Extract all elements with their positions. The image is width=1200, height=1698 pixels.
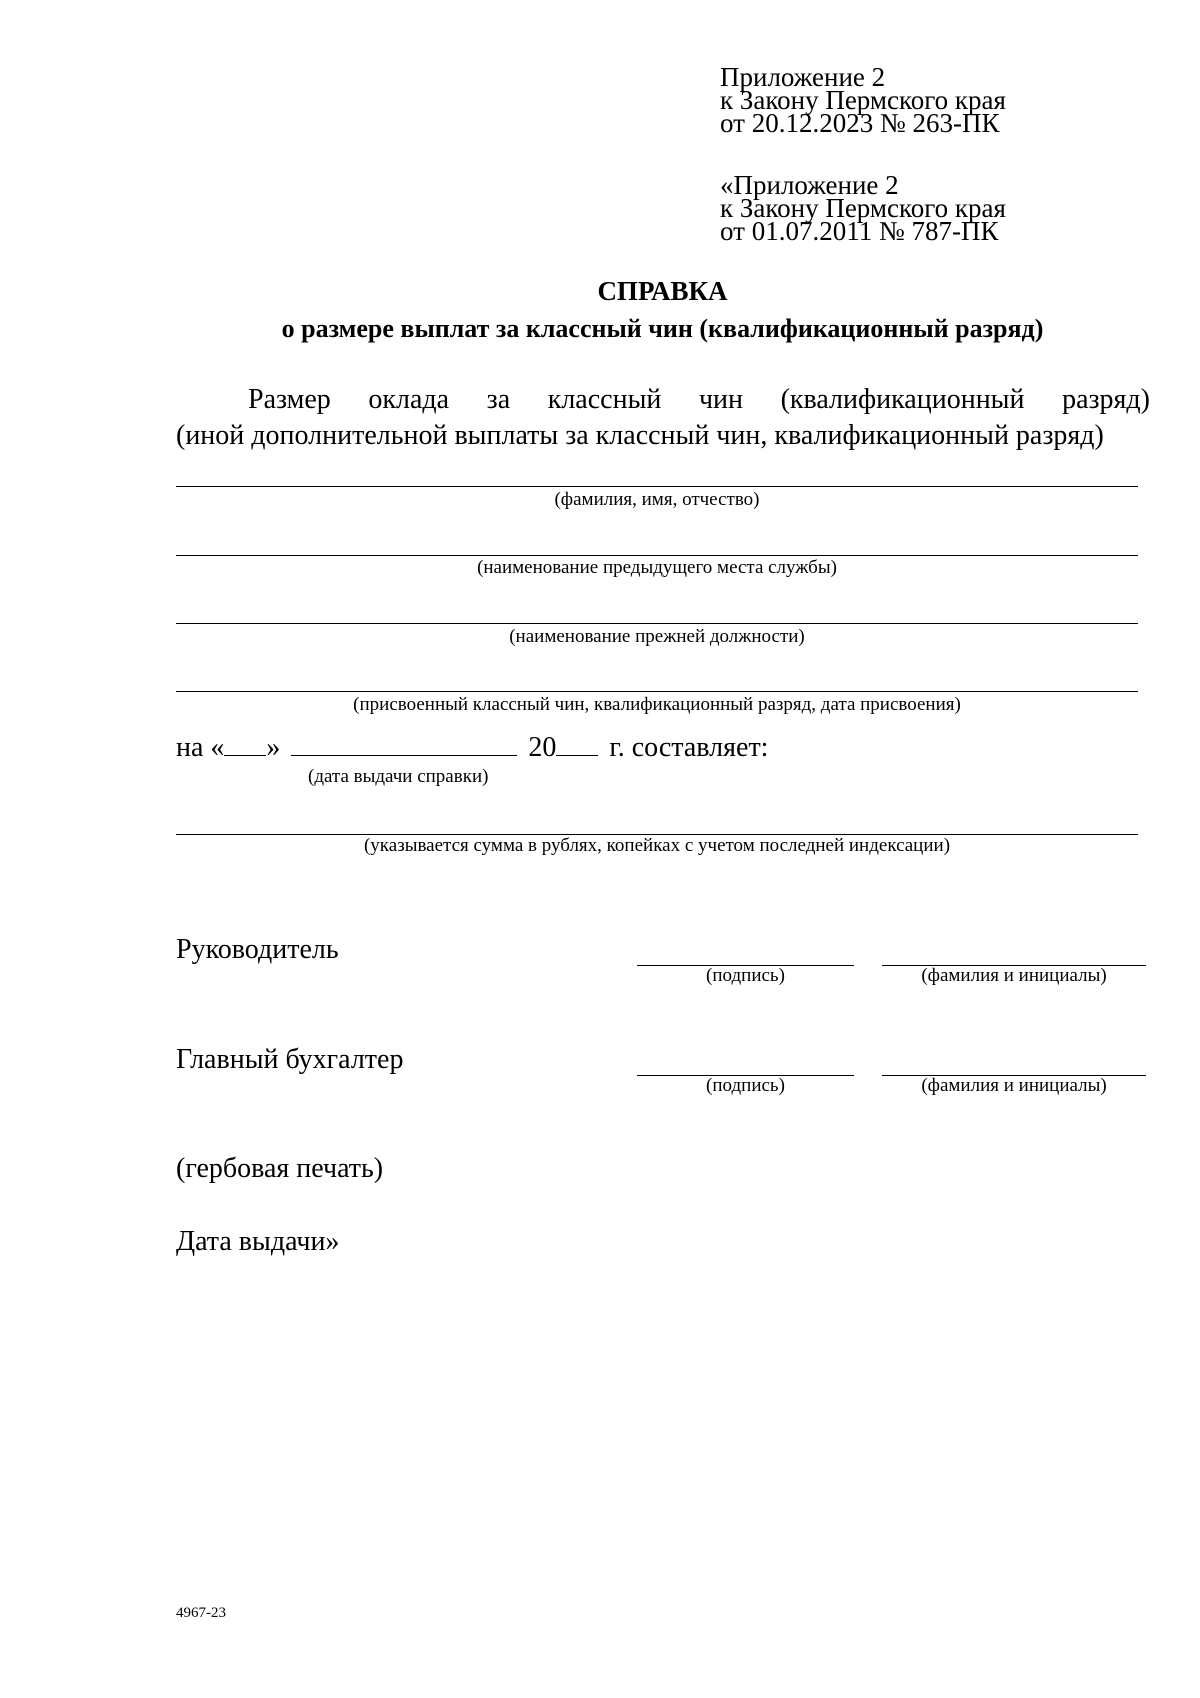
appendix-new-block	[720, 62, 1006, 138]
stamp-label: (гербовая печать)	[176, 1153, 384, 1184]
accountant-role-label: Главный бухгалтер	[176, 1044, 404, 1075]
date-caption: (дата выдачи справки)	[308, 766, 489, 787]
head-name-caption: (фамилия и инициалы)	[921, 965, 1107, 986]
intro-paragraph	[176, 382, 1150, 454]
issue-date-label: Дата выдачи»	[176, 1226, 340, 1257]
appendix-old-line1: «Приложение 2	[720, 170, 899, 200]
appendix-new-line1: Приложение 2	[720, 62, 886, 92]
year-field[interactable]	[556, 731, 598, 756]
intro-word: разряд)	[1062, 384, 1150, 415]
amount-caption: (указывается сумма в рублях, копейках с учетом последней индексации)	[363, 835, 951, 856]
day-field[interactable]	[224, 731, 266, 756]
previous-workplace-caption: (наименование предыдущего места службы)	[477, 557, 837, 578]
previous-workplace-field[interactable]	[176, 555, 1138, 556]
full-name-field[interactable]	[176, 486, 1138, 487]
intro-line-1	[176, 382, 1150, 418]
date-suffix: г. составляет:	[609, 732, 769, 763]
accountant-signature-caption: (подпись)	[706, 1075, 785, 1096]
date-close-quote: »	[266, 732, 281, 763]
document-subtitle: о размере выплат за классный чин (квалификационный разряд)	[281, 314, 1044, 343]
document-number: 4967-23	[176, 1605, 226, 1621]
date-row	[176, 731, 768, 764]
accountant-name-caption: (фамилия и инициалы)	[921, 1075, 1107, 1096]
class-rank-caption: (присвоенный классный чин, квалификационный разряд, дата присвоения)	[353, 694, 961, 715]
intro-word: оклада	[368, 384, 450, 415]
previous-position-field[interactable]	[176, 623, 1138, 624]
intro-word: Размер	[248, 384, 331, 415]
month-field[interactable]	[291, 731, 517, 756]
appendix-new-line2: к Закону Пермского края	[720, 85, 1006, 115]
appendix-new-line3: от 20.12.2023 № 263-ПК	[720, 108, 1000, 138]
intro-word: за	[486, 384, 511, 415]
intro-word: (квалификационный	[780, 384, 1025, 415]
appendix-old-line2: к Закону Пермского края	[720, 193, 1006, 223]
head-signature-caption: (подпись)	[706, 965, 785, 986]
appendix-old-line3: от 01.07.2011 № 787-ПК	[720, 216, 999, 246]
intro-word: классный	[547, 384, 662, 415]
appendix-old-block	[720, 170, 1006, 246]
full-name-caption: (фамилия, имя, отчество)	[554, 489, 760, 510]
intro-word: чин	[698, 384, 744, 415]
class-rank-field[interactable]	[176, 691, 1138, 692]
intro-line-2: (иной дополнительной выплаты за классный чин, квалификационный разряд)	[176, 420, 1104, 451]
date-prefix: на «	[176, 732, 225, 763]
previous-position-caption: (наименование прежней должности)	[509, 626, 805, 647]
head-role-label: Руководитель	[176, 934, 339, 965]
document-title: СПРАВКА	[597, 276, 728, 306]
year-prefix: 20	[528, 732, 557, 763]
